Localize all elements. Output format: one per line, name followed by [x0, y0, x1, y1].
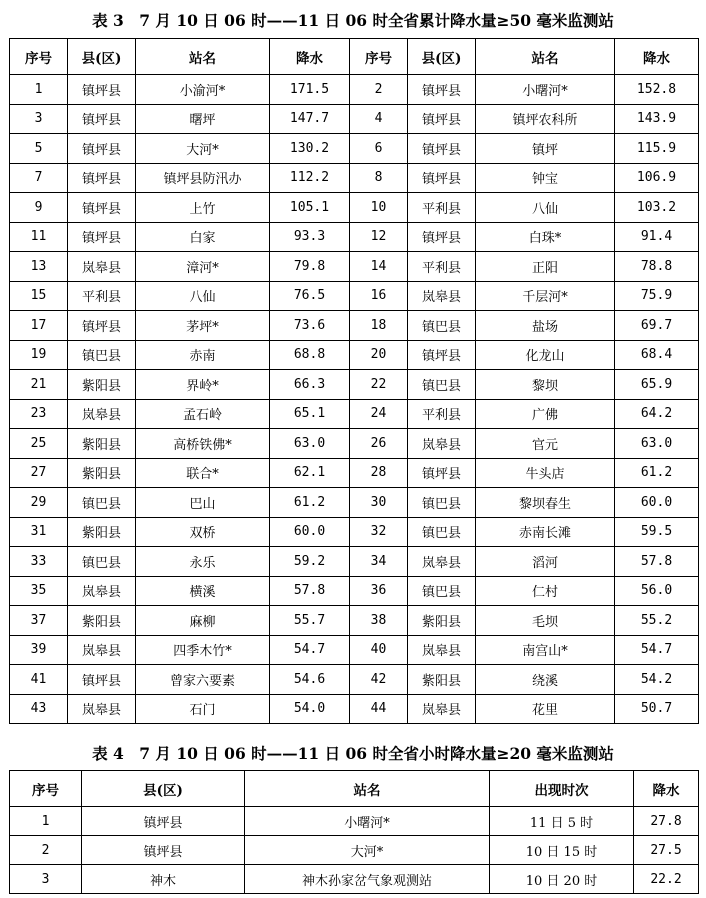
table-cell: 巴山: [136, 488, 270, 518]
table-cell: 3: [10, 865, 82, 894]
table-cell: 32: [350, 517, 408, 547]
table-cell: 镇坪县: [68, 665, 136, 695]
table-cell: 平利县: [408, 399, 476, 429]
table-cell: 21: [10, 370, 68, 400]
table-cell: 10 日 20 时: [490, 865, 634, 894]
table-cell: 75.9: [615, 281, 699, 311]
table-cell: 66.3: [270, 370, 350, 400]
table-cell: 镇坪县: [408, 163, 476, 193]
column-header: 站名: [245, 771, 490, 807]
table3-title: 表 3 7 月 10 日 06 时——11 日 06 时全省累计降水量≥50 毫米监测站: [92, 11, 614, 30]
table-cell: 八仙: [476, 193, 615, 223]
table-cell: 103.2: [615, 193, 699, 223]
table-cell: 19: [10, 340, 68, 370]
table3: [9, 38, 699, 724]
table-cell: 30: [350, 488, 408, 518]
table-cell: 22: [350, 370, 408, 400]
table-cell: 5: [10, 134, 68, 164]
table-row: [10, 370, 699, 400]
column-header: 县(区): [68, 39, 136, 75]
table-cell: 56.0: [615, 576, 699, 606]
table-cell: 65.9: [615, 370, 699, 400]
table-cell: 115.9: [615, 134, 699, 164]
table-cell: 广佛: [476, 399, 615, 429]
table-cell: 28: [350, 458, 408, 488]
table-cell: 54.7: [615, 635, 699, 665]
column-header: 序号: [10, 39, 68, 75]
table-row: [10, 576, 699, 606]
table-cell: 20: [350, 340, 408, 370]
table-cell: 镇坪县: [408, 340, 476, 370]
column-header: 站名: [476, 39, 615, 75]
table-row: [10, 104, 699, 134]
table-cell: 13: [10, 252, 68, 282]
table-cell: 白珠*: [476, 222, 615, 252]
table-row: [10, 252, 699, 282]
table-cell: 滔河: [476, 547, 615, 577]
table-cell: 镇巴县: [408, 517, 476, 547]
table-cell: 31: [10, 517, 68, 547]
table-cell: 59.5: [615, 517, 699, 547]
table-cell: 镇巴县: [68, 547, 136, 577]
table-cell: 紫阳县: [68, 370, 136, 400]
table-row: [10, 399, 699, 429]
table-cell: 171.5: [270, 75, 350, 105]
table-cell: 花里: [476, 694, 615, 724]
table-cell: 63.0: [270, 429, 350, 459]
table-cell: 四季木竹*: [136, 635, 270, 665]
table-cell: 112.2: [270, 163, 350, 193]
table-cell: 35: [10, 576, 68, 606]
table-cell: 68.4: [615, 340, 699, 370]
table-cell: 镇巴县: [68, 340, 136, 370]
table-row: [10, 134, 699, 164]
table-cell: 化龙山: [476, 340, 615, 370]
table-cell: 紫阳县: [68, 458, 136, 488]
table-cell: 大河*: [245, 836, 490, 865]
table-cell: 24: [350, 399, 408, 429]
table-cell: 镇巴县: [408, 370, 476, 400]
table-cell: 八仙: [136, 281, 270, 311]
table-row: [10, 340, 699, 370]
table-cell: 69.7: [615, 311, 699, 341]
table-cell: 官元: [476, 429, 615, 459]
table-cell: 1: [10, 75, 68, 105]
table-cell: 小曙河*: [476, 75, 615, 105]
table-cell: 镇坪县: [68, 193, 136, 223]
table-cell: 紫阳县: [68, 429, 136, 459]
table-cell: 11: [10, 222, 68, 252]
table-cell: 106.9: [615, 163, 699, 193]
table-row: [10, 488, 699, 518]
table-cell: 上竹: [136, 193, 270, 223]
table-cell: 绕溪: [476, 665, 615, 695]
table-cell: 曾家六要素: [136, 665, 270, 695]
table-cell: 岚皋县: [68, 252, 136, 282]
table-cell: 镇坪县: [68, 134, 136, 164]
table-cell: 镇坪县: [68, 104, 136, 134]
table-cell: 27: [10, 458, 68, 488]
table-cell: 永乐: [136, 547, 270, 577]
table-cell: 镇坪县: [408, 222, 476, 252]
table-cell: 43: [10, 694, 68, 724]
table-cell: 76.5: [270, 281, 350, 311]
table-cell: 茅坪*: [136, 311, 270, 341]
table-cell: 2: [10, 836, 82, 865]
table-row: [10, 517, 699, 547]
table-cell: 36: [350, 576, 408, 606]
table-cell: 14: [350, 252, 408, 282]
table-cell: 横溪: [136, 576, 270, 606]
table-row: [10, 222, 699, 252]
table-cell: 42: [350, 665, 408, 695]
table-cell: 39: [10, 635, 68, 665]
table-cell: 白家: [136, 222, 270, 252]
table-cell: 紫阳县: [408, 665, 476, 695]
table-cell: 盐场: [476, 311, 615, 341]
table-cell: 8: [350, 163, 408, 193]
table-cell: 联合*: [136, 458, 270, 488]
table-cell: 11 日 5 时: [490, 807, 634, 836]
table-cell: 石门: [136, 694, 270, 724]
table-cell: 紫阳县: [68, 606, 136, 636]
table-cell: 赤南: [136, 340, 270, 370]
table-cell: 镇坪县: [68, 163, 136, 193]
table-cell: 38: [350, 606, 408, 636]
table-cell: 40: [350, 635, 408, 665]
table-cell: 岚皋县: [68, 576, 136, 606]
table-cell: 26: [350, 429, 408, 459]
table-cell: 小渝河*: [136, 75, 270, 105]
table-cell: 27.8: [634, 807, 699, 836]
table-cell: 7: [10, 163, 68, 193]
table-cell: 147.7: [270, 104, 350, 134]
table-cell: 54.2: [615, 665, 699, 695]
table-cell: 25: [10, 429, 68, 459]
table-cell: 37: [10, 606, 68, 636]
table-row: [10, 836, 699, 865]
table-cell: 6: [350, 134, 408, 164]
table-cell: 1: [10, 807, 82, 836]
column-header: 序号: [10, 771, 82, 807]
table-cell: 3: [10, 104, 68, 134]
table-cell: 黎坝: [476, 370, 615, 400]
table-cell: 镇坪县: [408, 75, 476, 105]
table-row: [10, 606, 699, 636]
table-cell: 神木孙家岔气象观测站: [245, 865, 490, 894]
table-cell: 105.1: [270, 193, 350, 223]
table-cell: 镇坪县防汛办: [136, 163, 270, 193]
table-cell: 紫阳县: [408, 606, 476, 636]
table-cell: 牛头店: [476, 458, 615, 488]
table-cell: 镇坪县: [408, 458, 476, 488]
table-cell: 镇巴县: [408, 576, 476, 606]
column-header: 站名: [136, 39, 270, 75]
column-header: 降水: [634, 771, 699, 807]
table3-header-row: [10, 39, 699, 75]
table-cell: 漳河*: [136, 252, 270, 282]
table-cell: 143.9: [615, 104, 699, 134]
column-header: 序号: [350, 39, 408, 75]
table-cell: 59.2: [270, 547, 350, 577]
table-cell: 镇坪县: [82, 807, 245, 836]
column-header: 降水: [270, 39, 350, 75]
table-cell: 79.8: [270, 252, 350, 282]
table4-title: 表 4 7 月 10 日 06 时——11 日 06 时全省小时降水量≥20 毫米监测站: [92, 744, 614, 763]
table-cell: 正阳: [476, 252, 615, 282]
table-cell: 63.0: [615, 429, 699, 459]
table4: [9, 770, 699, 894]
table-cell: 平利县: [68, 281, 136, 311]
table-cell: 68.8: [270, 340, 350, 370]
table-cell: 91.4: [615, 222, 699, 252]
table-cell: 61.2: [270, 488, 350, 518]
table-cell: 2: [350, 75, 408, 105]
table-cell: 毛坝: [476, 606, 615, 636]
table-cell: 紫阳县: [68, 517, 136, 547]
table-cell: 54.6: [270, 665, 350, 695]
table-cell: 岚皋县: [68, 399, 136, 429]
column-header: 降水: [615, 39, 699, 75]
table-cell: 15: [10, 281, 68, 311]
table-cell: 57.8: [615, 547, 699, 577]
table-cell: 27.5: [634, 836, 699, 865]
table-cell: 22.2: [634, 865, 699, 894]
table-cell: 小曙河*: [245, 807, 490, 836]
table-cell: 18: [350, 311, 408, 341]
table-cell: 南宫山*: [476, 635, 615, 665]
table-cell: 赤南长滩: [476, 517, 615, 547]
table-cell: 17: [10, 311, 68, 341]
table-cell: 双桥: [136, 517, 270, 547]
table-cell: 镇坪县: [408, 104, 476, 134]
table-cell: 界岭*: [136, 370, 270, 400]
column-header: 县(区): [408, 39, 476, 75]
table-cell: 64.2: [615, 399, 699, 429]
table-cell: 钟宝: [476, 163, 615, 193]
table-cell: 镇巴县: [68, 488, 136, 518]
table-row: [10, 665, 699, 695]
table-cell: 孟石岭: [136, 399, 270, 429]
table-row: [10, 163, 699, 193]
table-cell: 平利县: [408, 252, 476, 282]
table-cell: 55.2: [615, 606, 699, 636]
table-cell: 65.1: [270, 399, 350, 429]
table-cell: 12: [350, 222, 408, 252]
table-cell: 麻柳: [136, 606, 270, 636]
table-cell: 78.8: [615, 252, 699, 282]
table-cell: 镇坪县: [68, 311, 136, 341]
table-cell: 镇巴县: [408, 488, 476, 518]
table-cell: 9: [10, 193, 68, 223]
table-cell: 44: [350, 694, 408, 724]
table-cell: 4: [350, 104, 408, 134]
table-cell: 10 日 15 时: [490, 836, 634, 865]
table-cell: 岚皋县: [408, 694, 476, 724]
table-cell: 57.8: [270, 576, 350, 606]
table-cell: 130.2: [270, 134, 350, 164]
table-cell: 41: [10, 665, 68, 695]
table-cell: 岚皋县: [68, 694, 136, 724]
table-cell: 镇坪县: [68, 75, 136, 105]
table-row: [10, 429, 699, 459]
table-cell: 54.7: [270, 635, 350, 665]
table-cell: 29: [10, 488, 68, 518]
column-header: 出现时次: [490, 771, 634, 807]
table-cell: 10: [350, 193, 408, 223]
table-cell: 60.0: [615, 488, 699, 518]
table-cell: 岚皋县: [68, 635, 136, 665]
table-row: [10, 281, 699, 311]
table-cell: 62.1: [270, 458, 350, 488]
table-cell: 60.0: [270, 517, 350, 547]
table-cell: 镇坪: [476, 134, 615, 164]
column-header: 县(区): [82, 771, 245, 807]
table-cell: 镇坪县: [68, 222, 136, 252]
table-cell: 镇坪县: [408, 134, 476, 164]
table-cell: 50.7: [615, 694, 699, 724]
table-cell: 岚皋县: [408, 281, 476, 311]
table-cell: 93.3: [270, 222, 350, 252]
table-cell: 千层河*: [476, 281, 615, 311]
table-cell: 34: [350, 547, 408, 577]
table-row: [10, 75, 699, 105]
table-cell: 岚皋县: [408, 635, 476, 665]
table-cell: 岚皋县: [408, 429, 476, 459]
table-cell: 神木: [82, 865, 245, 894]
table-row: [10, 865, 699, 894]
table-cell: 平利县: [408, 193, 476, 223]
table-cell: 23: [10, 399, 68, 429]
table-cell: 镇坪县: [82, 836, 245, 865]
table-row: [10, 635, 699, 665]
table-cell: 高桥铁佛*: [136, 429, 270, 459]
table-row: [10, 694, 699, 724]
table4-header-row: [10, 771, 699, 807]
table-row: [10, 458, 699, 488]
table-cell: 镇巴县: [408, 311, 476, 341]
table-cell: 岚皋县: [408, 547, 476, 577]
table-row: [10, 547, 699, 577]
table-cell: 镇坪农科所: [476, 104, 615, 134]
table-cell: 152.8: [615, 75, 699, 105]
table-cell: 73.6: [270, 311, 350, 341]
table-cell: 大河*: [136, 134, 270, 164]
table-row: [10, 311, 699, 341]
table-cell: 曙坪: [136, 104, 270, 134]
table-cell: 61.2: [615, 458, 699, 488]
table-row: [10, 193, 699, 223]
table-cell: 仁村: [476, 576, 615, 606]
table-cell: 33: [10, 547, 68, 577]
table-cell: 54.0: [270, 694, 350, 724]
table-cell: 55.7: [270, 606, 350, 636]
table-cell: 16: [350, 281, 408, 311]
table-cell: 黎坝春生: [476, 488, 615, 518]
table-row: [10, 807, 699, 836]
